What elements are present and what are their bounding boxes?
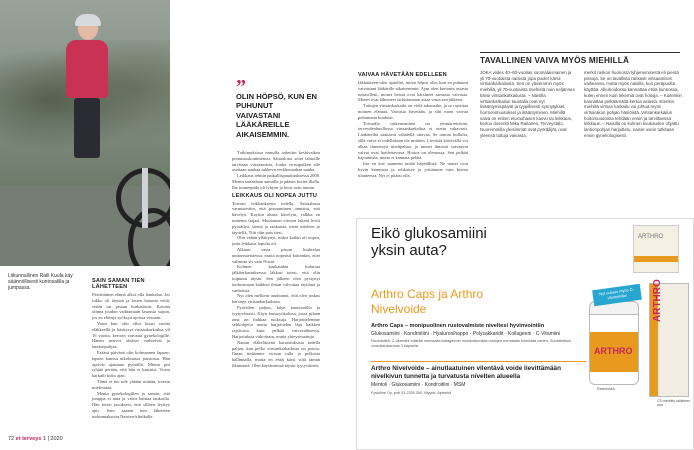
advertisement[interactable] [356,218,694,450]
col2-paragraph: Alkuun vasta pissan lirahtelua unitonnaettaessa, mutta nopeasti kuitenkin, ettei valmista sis vain Niistä. [232,246,320,264]
product-jar-image [589,301,639,385]
col3-paragraph: Toivaalla vaikeneminen on ymmärrettävää, terveydenhuollossa virtsankarkailua ei otettu vakavasti. Lääkäreiltä saattavat vähätellä ottavaa, Se tuntuu hullulta, sillä vaiva ei todellakaan ole mitätön. Lievästä kärsivällä voi alkaa ilmeentyä mielipahaa, ja monet ihmisiä vaivaavat vaivat ovat hoidettavissa. Hoitoa on olemassa. Sen pelkää hajoamista, mutta ei kannata pelätä. [358,120,468,161]
col1-paragraph: Erääsä päivänä olin kolmannen lapsen-lapsen kanssa uikolmassa puistossa. Hän oprivät ajamaan pyörällä. Minun piti tyhjää perään, että hän ei kaatuisi. Virtsa karkaili koko ajan. [92,349,170,379]
subhead-leikkaus: LEIKKAUS OLI NOPEA JUTTU [232,192,318,199]
fact-box-column-2: merkit raskon huonosta tyhjenemisestä eli pieniä pissoja. Se on tavallista rankasti virtsaamisen vaiheessa, mutta myös naisilla, kun peräpuolta käyttää. Alkuhoidossa kannattaa etsiä kunnossa, kuten ennen kuin tekemiä ovat hoitoja. – Kuitenkin kannattaa pelkäämättä kertoa asiasta. Etenkin miehillä virtsan karkailu voi johtua myös virtsarakon pohjan häiriöistä. Virtsankarkailun hoitomuodoista tehdään ensin ja tarvittaessa leikkaus. – Naisilla on kolmen kuukauden ohjattu lantionpohjan harjoittelu, naiset usein tutkitaan ensin gynekologisesti. [584,70,682,138]
col2-paragraph: Pyöräilen paljon, käyn kuntosalilla ja tyytyväisesti. Käyn kuntoyökalissa, jossa pilaan aina on tiukkaa tuoksuja. Harjoittelemme selikohjeita mutta harjoittelen läpi kaikkea rajoitusta kuin pelkää vaivavaiheessa. Harjoituksia viikoittain, mutta yhteysesaatuja. [232,304,320,339]
ad-divider [371,361,586,362]
col2-paragraph: Nyt olen melkein unohtanut, että olen joskus kärsinyt virtsankarkailusta. [232,293,320,305]
ad-caps-heading: Arthro Caps – monipuolinen rustovalmiste niveltesi hyvinvointiin [371,323,545,329]
ad-caps-ingredients: Glukosamiini · Kondroitiini · Hyaluronihappo · Polysakkaridit · Kollageeni · C-Vitamiini [371,331,560,337]
ad-corner-note: Ravintolisä [597,387,615,391]
product-jar-label: ARTHRO [594,346,633,356]
product-tube-box-image [649,279,689,397]
col3-paragraph: Tuttujen virtsankarkailu on vielä tabuuaihe, ja se rajoittaa monien elämää. Vaivasta hävetään, ja silti moni vaivaa puhumatta kuuluisi. [358,103,468,120]
col2-paragraph: Nautin eläkeläisenä harrastuksista todella paljon, kun pelko virtsankarkailusta on poissa. Ilman tiedämme virtsan tulla ja pelkosta hallinnalla, mutta en enää kärsi siitä tämän ilkinnastä. Olen käytännössä täysin tyytyväinen. [232,339,320,368]
subhead-sain-saman-tien: SAIN SAMAN TIEN LÄHETTEEN [92,278,145,290]
ad-question: Eikö glukosamiini yksin auta? [371,225,487,259]
col1-paragraph: Päivittäinen elämä alkoi olla hankalaa. Jos rukko oli täynnä ja lasten hanasta vettä, seisin sat pisaan kurkattavat. Kotona olinna joudun vaihtamaan lasausia sujuin, jos en ehtinyt syöksyä ajoissa vessaan. [92,292,170,321]
page-number: 72 [8,436,15,442]
fact-box-rule [480,52,680,53]
article-column-2 [232,150,320,369]
quote-mark-icon: ” [236,76,246,98]
issue-number: 1 | 2020 [42,436,63,442]
col2-paragraph: Toivain leikkauksesta todella. Sairaalassa varmistettiin, että pissaaminen onnistui, että kävelyä. Kaytiin alusta kävelyin, valkka en tuntenut tarjasi. Muutaman vitosen lukeni leviti pyöräilyä, sieniä ja rankaisia, meni mieleen jo täyttellä, Tiiti olin pois tiesi. [232,200,320,235]
ad-product-note: C5 merkitty talisiteen osa [657,399,691,408]
ad-nivelvoide-ingredients: Mentoli · Glukosamiini · Kondroitiini · MSM [371,382,466,388]
col2-paragraph: Tutkimuksissa minulla todettiin keskivaikea ponnistuskontinenssi. Sairaaloiss sotoi lahtoille tarvitaan virtsaamista, Jonka virtsaputken alle asettaan nauhaa tukkeva verkkonauhan nauha. [232,150,320,173]
col2-paragraph: Kolmen kuukauden kuluttua jälkitarkastuksessa läkkari totesi, että olin toipunut täysin. Sen jälkeen olen pystynyt tuohoamaan kaikkea ilman valvottaa täyttönä ja vanhoista. [232,264,320,293]
col1-paragraph: Vasta kun olin ollut kuusi vuotta eläkkeellä ja käsitysyt virtsankarkailua yli 16 vuotta, kerroin vaivasta gynekologille. Hänen neuvot alukset vaihtoivat ja lantionpohjaa. [92,320,170,350]
cyclist-jacket [66,40,108,98]
ad-nivelvoide-heading: Arthro Nivelvoide – ainutlaatuinen vilentävä voide lievittämään nivelkivun tunnetta ja turvatusta nivelten alueella [371,365,561,380]
page-footer [8,436,63,442]
bike-frame [142,168,148,228]
product-box-label: ARTHRO [638,234,664,240]
col2-paragraph: Olin vähän yllättynyt, miksi kaikki oli nopea, juttu leikkaus lopulta oli. [232,235,320,247]
col1-paragraph: Tämä ei tuo tule yhtään mitään, totesin mielessäni. [92,378,170,390]
article-column-1 [92,276,170,420]
col3-paragraph: Iäkkääseen-olen ajatellut, miten höpsö olin, kun en puhunut vaivastani lääkärille aikaisemmin. Ajan olen kertonut asiasta tuttavilleni, monet heistä ovat kärsineet samasta vaivasta. Monet ovat lähteneet tarkistamaan asiaa vasta sen jälkeen. [358,80,468,103]
col2-paragraph: Leikkaus tehtiin paikallispuudutuksessa 2008. Menin sairaalaan aamulla ja pääsin kotiin illalla. Ihe toimenpide oli lyhyen ja kesti noin tunnin. [232,173,320,190]
col3-paragraph: Itse en koe saaneeni mitää häpeällistä. Ne naiset ovat hyvin kunnossa ja rohkaisee ja yrittämme vain kertoa tilanteesta. Nyt ei pitäisi olla. [358,161,468,178]
article-column-3 [358,70,468,179]
ad-caps-disclaimer: Ravintolisä. C-vitamiini edistää normaalia kollageenin muodostumista rustojen normaalia toimintaa varten. Suositeltava vuorokausiannos 3 kapselia. [371,339,571,348]
pull-quote: OLIN HÖPSÖ, KUN EN PUHUNUT VAIVASTANI LÄÄKÄREILLE AIKAISEMMIN. [236,92,318,139]
cyclist-legs [74,98,100,158]
cyclist-helmet [75,14,101,26]
fact-box-title: TAVALLINEN VAIVA MYÖS MIEHILLÄ [480,56,630,65]
photo-cyclist [58,18,114,168]
ad-brand-line: Arthro Caps ja Arthro Nivelvoide [371,287,484,316]
magazine-name: et terveys [15,436,42,442]
cyclist-photo [0,0,170,266]
ad-company-info: Fysioline Oy, puh 03 2330 300, Myynti: Apteekit [371,391,451,395]
product-box-image [633,225,679,273]
product-tube-label: ARTHRO [652,279,663,322]
product-box-stripe [634,256,678,262]
col1-paragraph: Menin gynekologillen ja sanoin, että jumppa ei auta ja vaiva haittaa taukoilla. Hän totesi jaouksesi, että sillävn leyttyy apu. Sain saman tien lähetteen turkinmaksutta Naisten-klinikalle. [92,390,170,419]
subhead-vaivaa-havetaan: VAIVAA HÄVETÄÄN EDELLEEN [358,72,447,78]
photo-caption: Liikunnallinen Raili Kuula käy säännöllisesti kuntosalilla ja jumpassa. [8,273,73,292]
fact-box-column-1: JOKA viides 40–60-vuotias suomalaisnainen ja yli 70-vuotiaista naisista jopa puolet kärsii virtsankarkailusta. Sen on yleisimmin myös miehillä, yli 70-vuotiaista miehistä noin neljännes kärsii virtsankarkailusta. – Naisilla virtsankarkailun taustalla ovat nyt lisääntymispäivät ja tyypillisesti synnytykset, hormonimuutokset ja ikääntyminen. Miehillä vaiva on eniten eturauhasen kasvu tai leikkaus, kertoo dosentti Mika Raitanen, Terveystalo. Nuoremmilla yleisimmät ovat pyöräilijät, ovat yleensä tuttuja vaivasta. [480,70,575,138]
ad-new-badge: Nyt uutuus myös C-vitamiinilla! [592,284,642,307]
